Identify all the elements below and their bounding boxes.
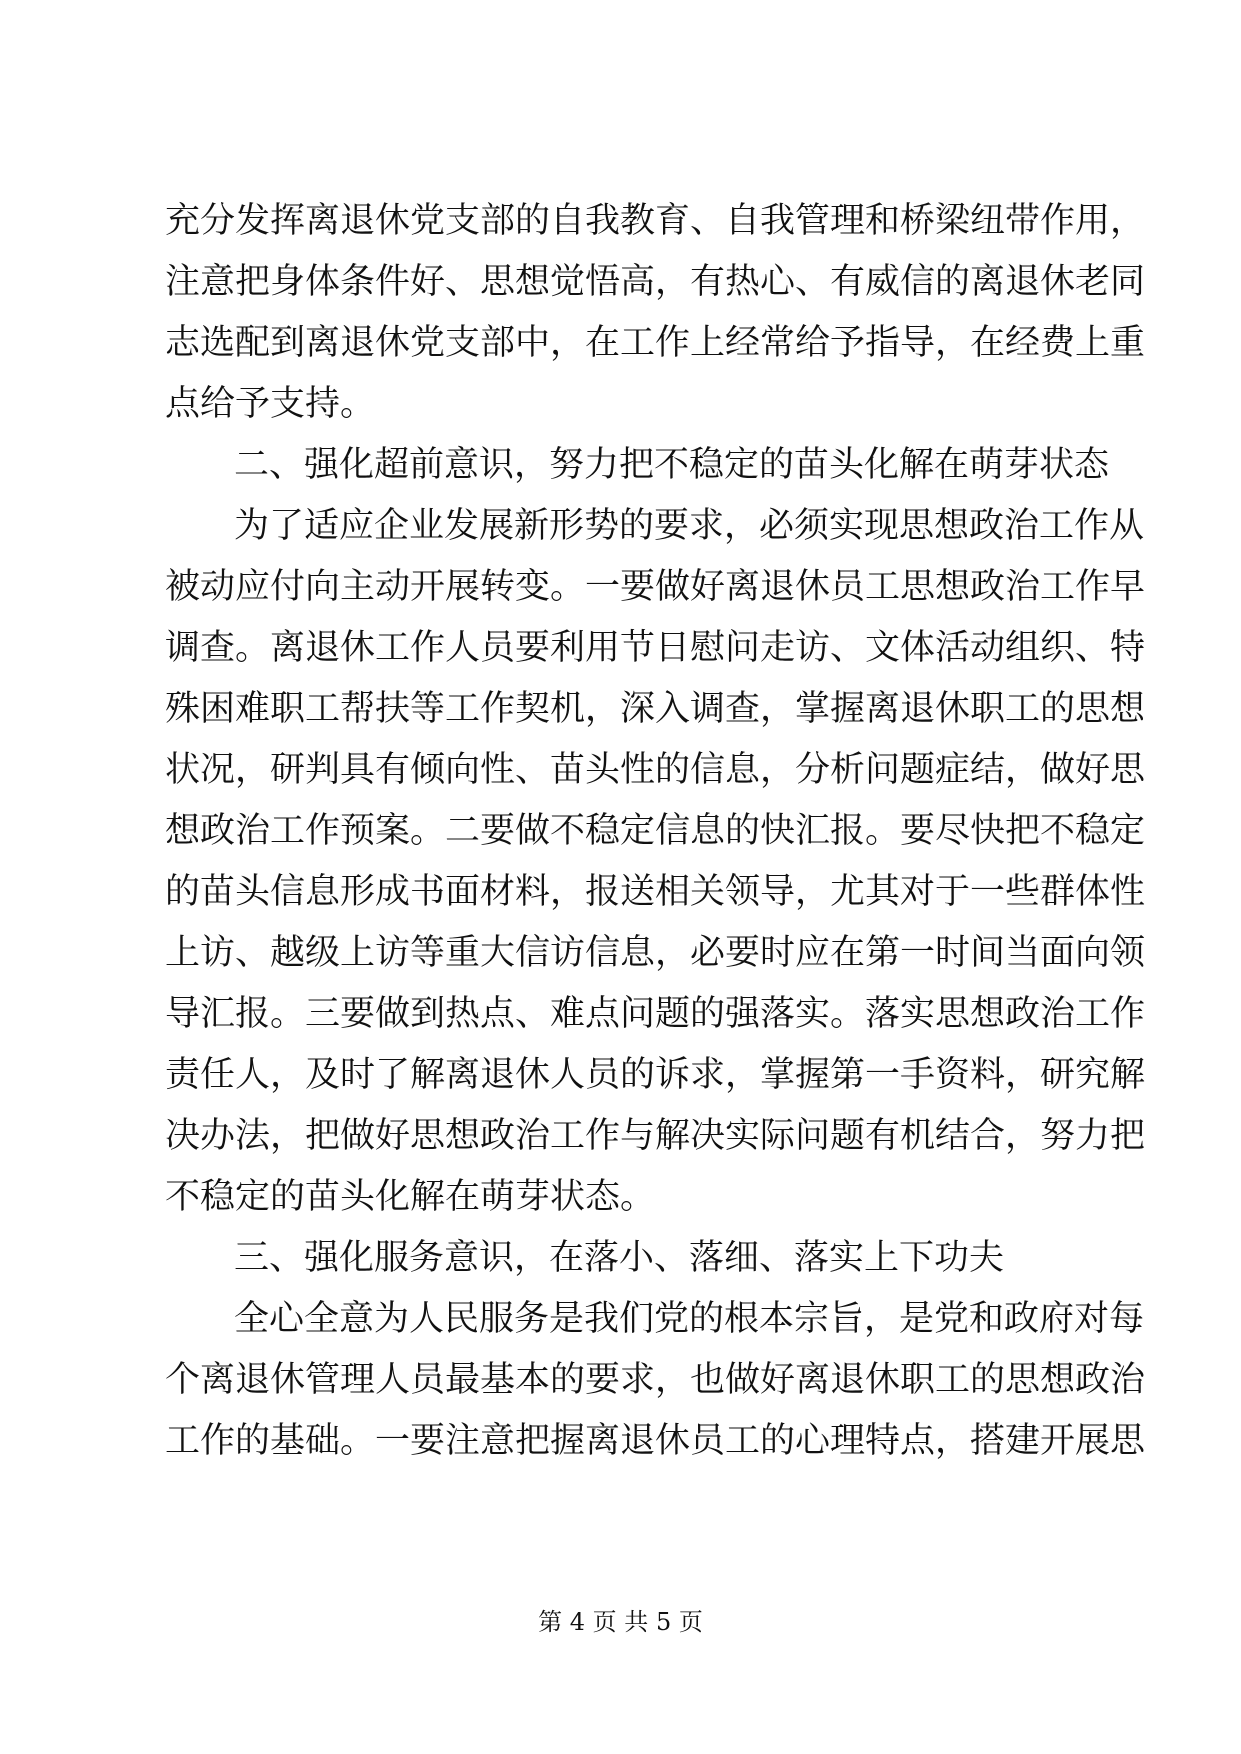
text-line-6: 为了适应企业发展新形势的要求，必须实现思想政治工作从 <box>234 506 1145 546</box>
text-line-2: 注意把身体条件好、思想觉悟高，有热心、有威信的离退休老同 <box>165 262 1146 302</box>
text-line-7: 被动应付向主动开展转变。一要做好离退休员工思想政治工作早 <box>165 567 1146 607</box>
text-line-3: 志选配到离退休党支部中，在工作上经常给予指导，在经费上重 <box>165 323 1146 363</box>
page-number-footer: 第 4 页 共 5 页 <box>538 1608 703 1636</box>
text-line-20: 个离退休管理人员最基本的要求，也做好离退休职工的思想政治 <box>165 1360 1146 1400</box>
text-line-4: 点给予支持。 <box>165 384 376 424</box>
section-heading-2: 二、强化超前意识，努力把不稳定的苗头化解在萌芽状态 <box>234 445 1110 485</box>
text-line-8: 调查。离退休工作人员要利用节日慰问走访、文体活动组织、特 <box>165 628 1146 668</box>
text-line-1: 充分发挥离退休党支部的自我教育、自我管理和桥梁纽带作用， <box>165 201 1146 241</box>
text-line-11: 想政治工作预案。二要做不稳定信息的快汇报。要尽快把不稳定 <box>165 811 1146 851</box>
text-line-21: 工作的基础。一要注意把握离退休员工的心理特点，搭建开展思 <box>165 1421 1146 1461</box>
text-line-17: 不稳定的苗头化解在萌芽状态。 <box>165 1177 656 1217</box>
text-line-14: 导汇报。三要做到热点、难点问题的强落实。落实思想政治工作 <box>165 994 1146 1034</box>
text-line-12: 的苗头信息形成书面材料，报送相关领导，尤其对于一些群体性 <box>165 872 1146 912</box>
text-line-15: 责任人，及时了解离退休人员的诉求，掌握第一手资料，研究解 <box>165 1055 1146 1095</box>
text-line-9: 殊困难职工帮扶等工作契机，深入调查，掌握离退休职工的思想 <box>165 689 1146 729</box>
text-line-10: 状况，研判具有倾向性、苗头性的信息，分析问题症结，做好思 <box>165 750 1146 790</box>
text-line-13: 上访、越级上访等重大信访信息，必要时应在第一时间当面向领 <box>165 933 1146 973</box>
section-heading-3: 三、强化服务意识，在落小、落细、落实上下功夫 <box>234 1238 1005 1278</box>
text-line-16: 决办法，把做好思想政治工作与解决实际问题有机结合，努力把 <box>165 1116 1146 1156</box>
text-line-19: 全心全意为人民服务是我们党的根本宗旨，是党和政府对每 <box>234 1299 1145 1339</box>
